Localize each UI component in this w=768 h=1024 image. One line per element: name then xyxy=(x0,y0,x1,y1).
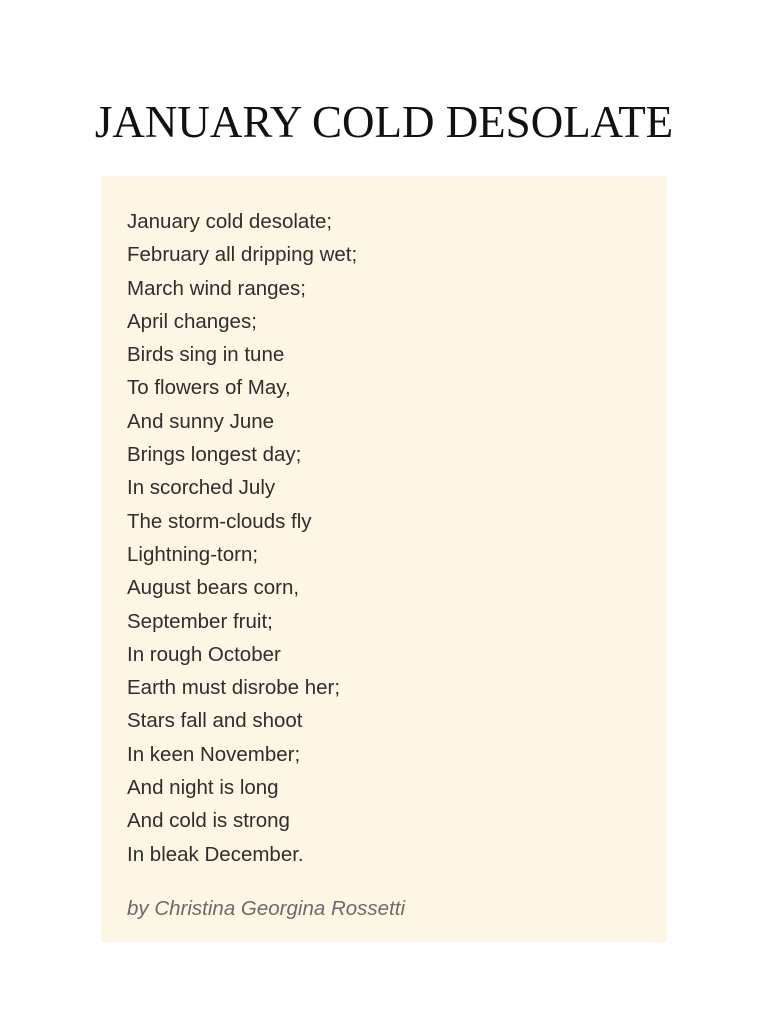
poem-card xyxy=(101,176,667,942)
poem-line: Brings longest day; xyxy=(127,443,302,467)
poem-line: The storm-clouds fly xyxy=(127,509,312,533)
poem-line: In scorched July xyxy=(127,476,276,500)
poem-line: Lightning-torn; xyxy=(127,542,259,566)
poem-author: by Christina Georgina Rossetti xyxy=(127,897,406,920)
poem-line: April changes; xyxy=(127,309,257,333)
poem-line: August bears corn, xyxy=(127,576,300,600)
poem-line: To flowers of May, xyxy=(127,376,291,400)
poem-line: February all dripping wet; xyxy=(127,243,358,267)
poem-line: Birds sing in tune xyxy=(127,343,285,367)
poem-line: Stars fall and shoot xyxy=(127,709,303,733)
poem-lines xyxy=(127,205,647,871)
poem-line: In rough October xyxy=(127,642,281,666)
poem-line: In keen November; xyxy=(127,742,301,766)
poem-line: Earth must disrobe her; xyxy=(127,676,341,700)
poem-line: And night is long xyxy=(127,776,279,800)
poem-line: And sunny June xyxy=(127,409,275,433)
poem-line: And cold is strong xyxy=(127,809,290,833)
poem-line: September fruit; xyxy=(127,609,273,633)
poem-line: March wind ranges; xyxy=(127,276,306,300)
poem-line: January cold desolate; xyxy=(127,210,333,233)
page-title: JANUARY COLD DESOLATE xyxy=(94,97,674,147)
poem-line: In bleak December. xyxy=(127,842,304,866)
